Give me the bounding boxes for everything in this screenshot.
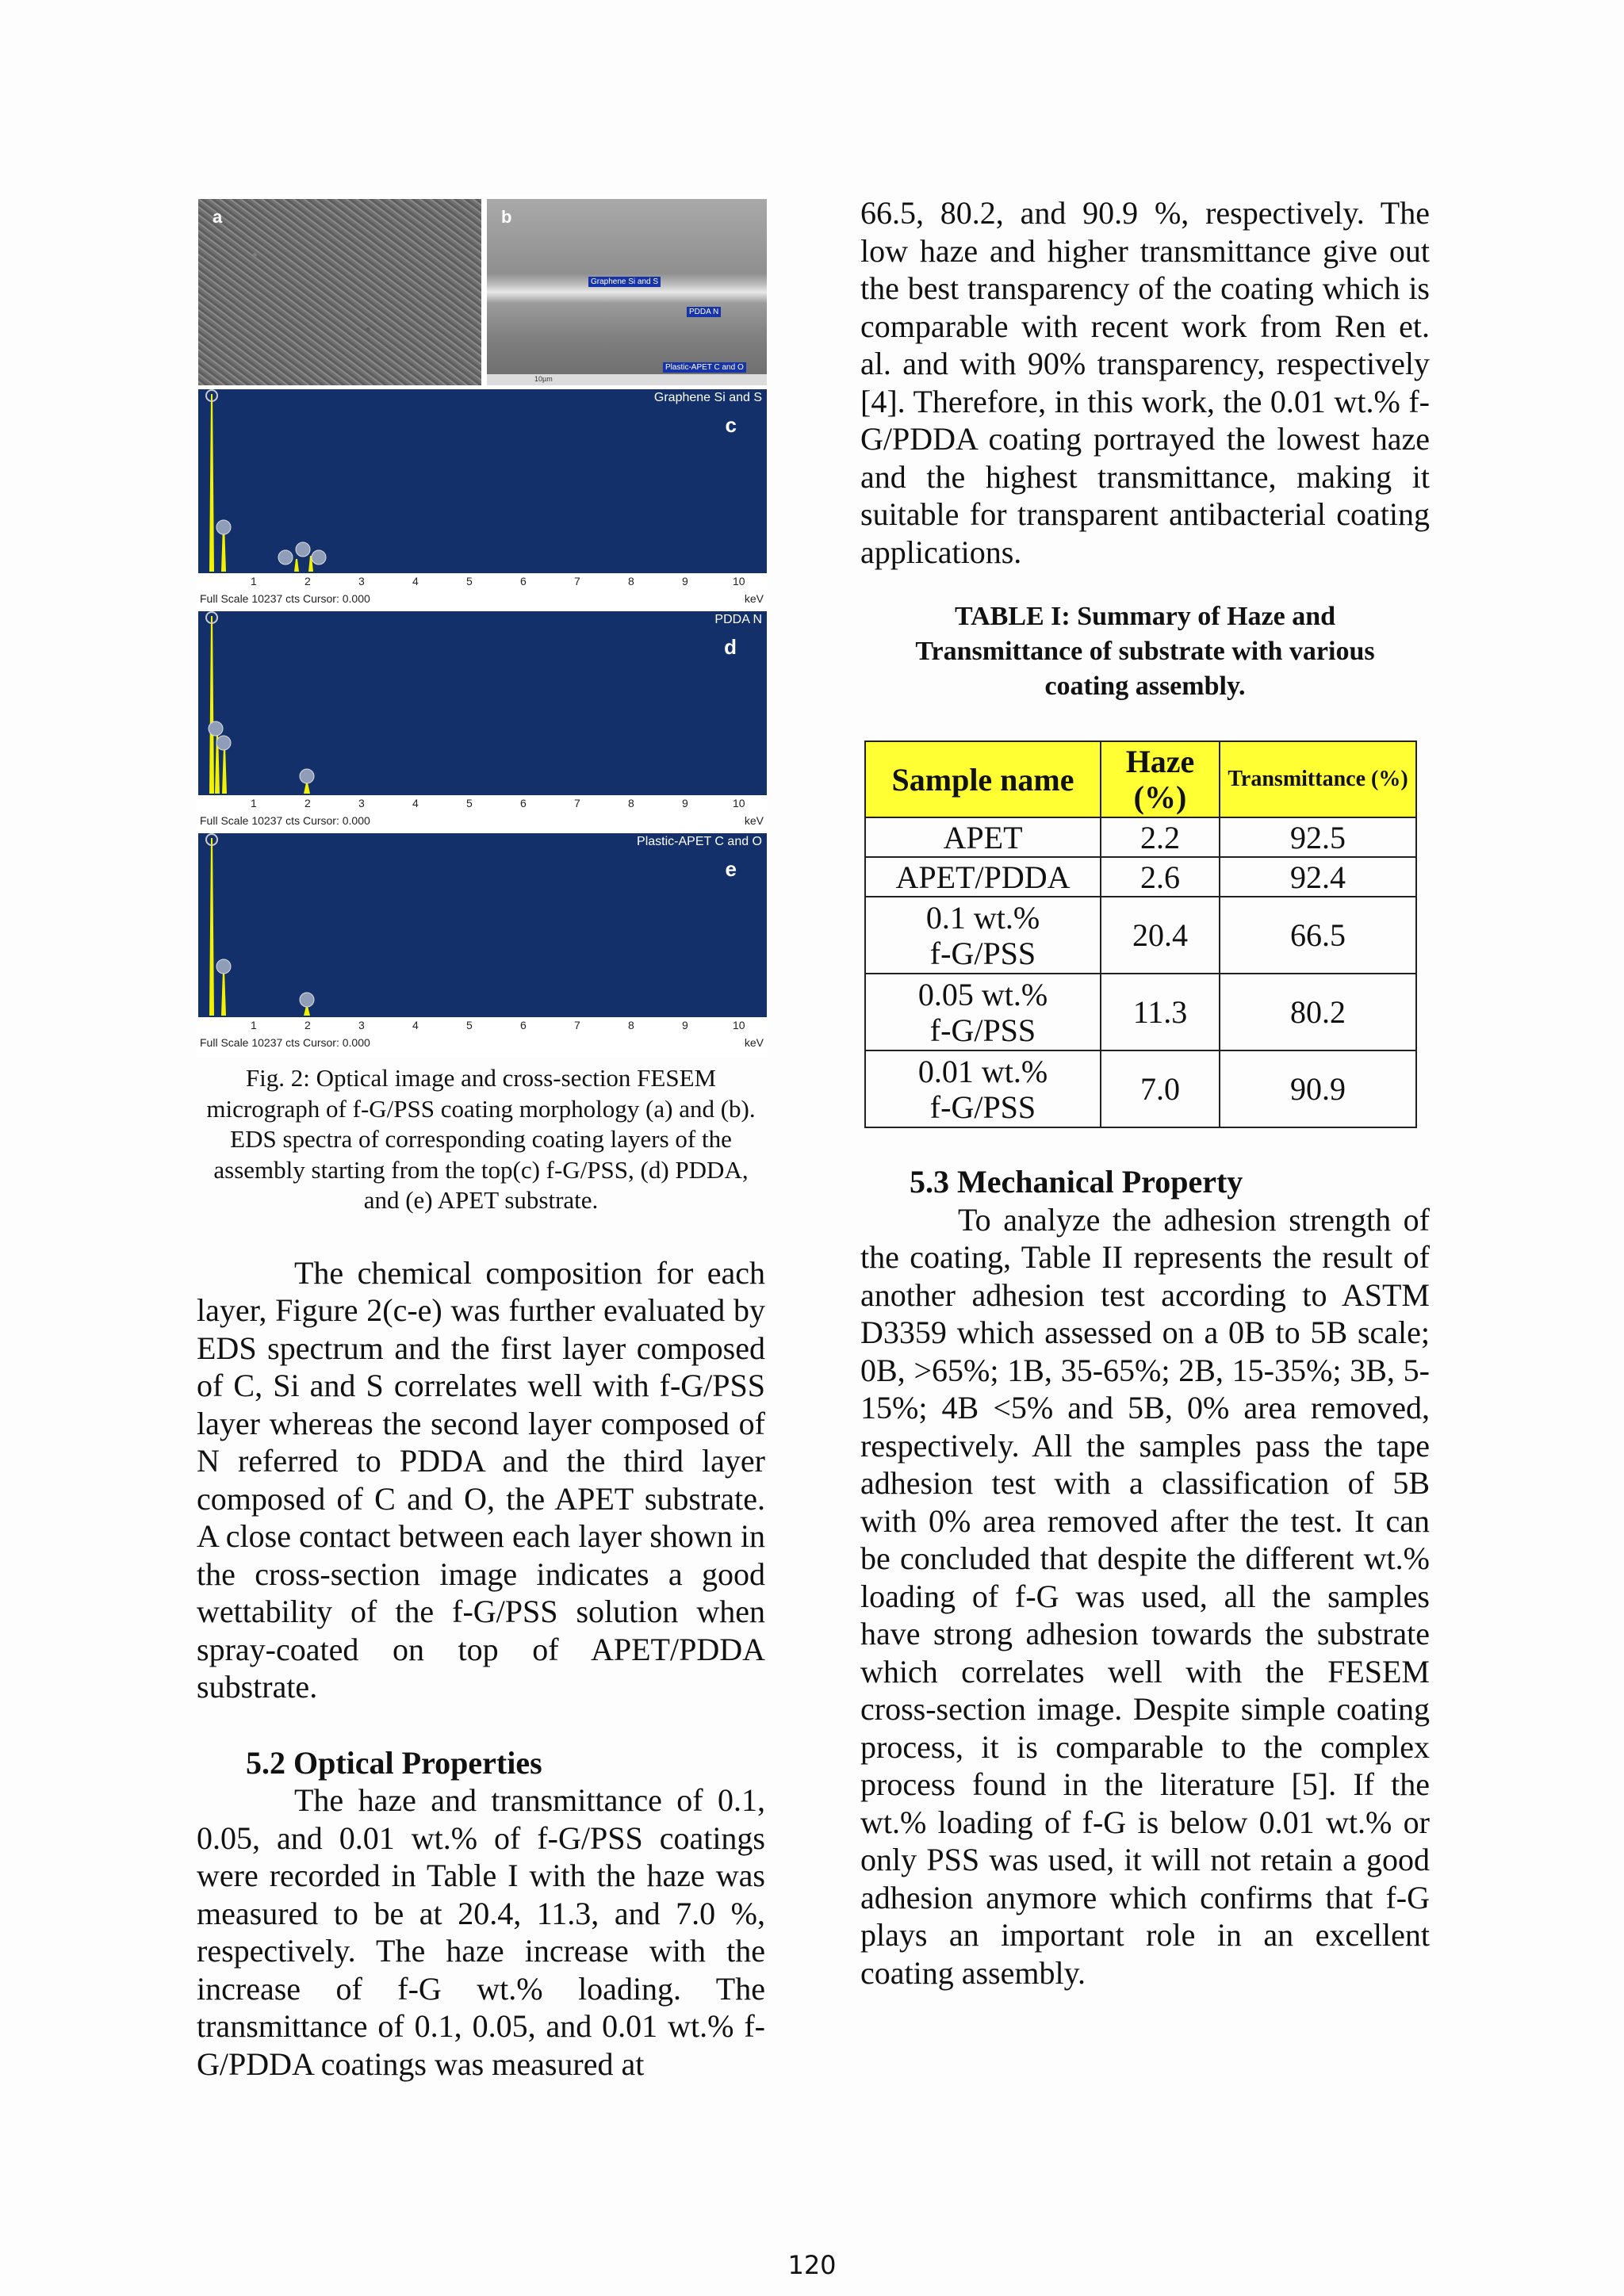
cell-transmittance: 92.5	[1220, 817, 1416, 857]
sem-tag-pdda: PDDA N	[687, 307, 721, 317]
eds-marker-c-s2	[312, 550, 326, 564]
eds-footer-c: Full Scale 10237 cts Cursor: 0.000	[200, 592, 370, 605]
eds-tick-c: 9	[682, 575, 688, 587]
table-row	[865, 857, 1416, 897]
cell-haze: 2.6	[1101, 857, 1220, 897]
eds-marker-c-o	[216, 520, 231, 534]
optical-image	[198, 199, 481, 385]
paragraph-chemical-composition: The chemical composition for each layer, Figure 2(c-e) was further evaluated by EDS spectrum and the first layer composed of C, Si and S correlates well with f-G/PSS layer whereas the second layer composed of N referred to PDDA and the third layer composed of C and O, the APET substrate. A close contact between each layer shown in the cross-section image indicates a good wettability of the f-G/PSS solution when spray-coated on top of APET/PDDA substrate.	[197, 1254, 765, 1705]
section-heading-optical: 5.2 Optical Properties	[246, 1744, 542, 1781]
table-row	[865, 897, 1416, 974]
eds-peak-e-c	[208, 838, 216, 1016]
eds-peak-d-s	[301, 783, 312, 794]
eds-tick-d: 5	[466, 797, 473, 809]
figure-caption: Fig. 2: Optical image and cross-section FESEM micrograph of f-G/PSS coating morphology (a) and (b). EDS spectra of corresponding coating layers of the assembly starting from the top(c) f-G/PSS, (d) PDDA, and (e) APET substrate.	[206, 1064, 756, 1214]
eds-tick-e: 3	[358, 1019, 365, 1031]
eds-spectrum-d	[198, 611, 767, 828]
table-row	[865, 1050, 1416, 1127]
eds-spectrum-e	[198, 833, 767, 1050]
cell-sample: 0.01 wt.% f-G/PSS	[865, 1050, 1101, 1127]
eds-tick-e: 10	[733, 1019, 745, 1031]
eds-tick-e: 4	[412, 1019, 419, 1031]
panel-label-b: b	[501, 207, 512, 227]
eds-peak-d-o	[220, 746, 228, 794]
eds-marker-c-si	[278, 550, 293, 564]
eds-footer-d: Full Scale 10237 cts Cursor: 0.000	[200, 814, 370, 827]
eds-letter-c: c	[725, 413, 737, 437]
eds-tick-c: 2	[304, 575, 311, 587]
paragraph-optical: The haze and transmittance of 0.1, 0.05, and 0.01 wt.% of f-G/PSS coatings were recorded in Table I with the haze was measured to be at 20.4, 11.3, and 7.0 %, respectively. The haze increase with the increase of f-G wt.% loading. The transmittance of 0.1, 0.05, and 0.01 wt.% f-G/PDDA coatings was measured at	[197, 1782, 765, 2082]
eds-letter-d: d	[724, 635, 737, 659]
eds-tick-c: 6	[520, 575, 527, 587]
cell-haze: 7.0	[1101, 1050, 1220, 1127]
eds-marker-d-s	[300, 769, 314, 783]
eds-unit-e: keV	[744, 1036, 764, 1049]
eds-letter-e: e	[725, 857, 737, 881]
eds-tick-d: 1	[251, 797, 257, 809]
figure-2	[197, 194, 768, 1057]
eds-tick-c: 3	[358, 575, 365, 587]
eds-ticks-d	[198, 797, 767, 811]
sem-scale-text: 10µm	[534, 375, 553, 383]
eds-plot-e	[198, 833, 767, 1017]
table-row	[865, 974, 1416, 1050]
eds-unit-c: keV	[744, 592, 764, 605]
eds-marker-e-o	[216, 959, 231, 974]
eds-tick-d: 2	[304, 797, 311, 809]
sem-tag-apet: Plastic-APET C and O	[663, 362, 746, 373]
right-column	[860, 194, 1430, 1992]
cell-transmittance: 90.9	[1220, 1050, 1416, 1127]
header-haze: Haze (%)	[1101, 741, 1220, 817]
cell-sample: 0.05 wt.% f-G/PSS	[865, 974, 1101, 1050]
eds-tick-e: 6	[520, 1019, 527, 1031]
eds-tick-d: 7	[574, 797, 580, 809]
cell-transmittance: 92.4	[1220, 857, 1416, 897]
eds-title-c: Graphene Si and S	[653, 391, 762, 404]
eds-peak-e-o	[220, 970, 228, 1016]
eds-marker-d-o	[216, 736, 231, 750]
eds-plot-d	[198, 611, 767, 795]
cell-sample: APET	[865, 817, 1101, 857]
eds-peak-c-si	[292, 559, 301, 572]
eds-axis-c	[198, 573, 767, 607]
eds-unit-d: keV	[744, 814, 764, 827]
paragraph-optical-continued: 66.5, 80.2, and 90.9 %, respectively. The low haze and higher transmittance give out the best transparency of the coating which is comparable with recent work from Ren et. al. and with 90% transparency, respectively [4]. Therefore, in this work, the 0.01 wt.% f-G/PDDA coating portrayed the lowest haze and the highest transmittance, making it suitable for transparent antibacterial coating applications.	[860, 195, 1430, 570]
eds-ticks-e	[198, 1019, 767, 1033]
eds-tick-c: 8	[628, 575, 634, 587]
fesem-cross-section-image	[487, 199, 767, 385]
eds-marker-d-n	[209, 721, 223, 736]
eds-footer-e: Full Scale 10237 cts Cursor: 0.000	[200, 1036, 370, 1049]
eds-plot-c	[198, 389, 767, 573]
eds-ticks-c	[198, 575, 767, 589]
eds-tick-c: 10	[733, 575, 745, 587]
cell-transmittance: 66.5	[1220, 897, 1416, 974]
eds-tick-c: 4	[412, 575, 419, 587]
cell-haze: 11.3	[1101, 974, 1220, 1050]
cell-sample: APET/PDDA	[865, 857, 1101, 897]
eds-axis-d	[198, 795, 767, 828]
eds-tick-e: 2	[304, 1019, 311, 1031]
eds-tick-e: 7	[574, 1019, 580, 1031]
eds-tick-c: 7	[574, 575, 580, 587]
cell-transmittance: 80.2	[1220, 974, 1416, 1050]
eds-tick-d: 9	[682, 797, 688, 809]
table-row	[865, 817, 1416, 857]
paragraph-mechanical: To analyze the adhesion strength of the coating, Table II represents the result of another adhesion test according to ASTM D3359 which assessed on a 0B to 5B scale; 0B, >65%; 1B, 35-65%; 2B, 15-35%; 3B, 5-15%; 4B <5% and 5B, 0% area removed, respectively. All the samples pass the tape adhesion test with a classification of 5B with 0% area removed after the test. It can be concluded that despite the different wt.% loading of f-G was used, all the samples have strong adhesion towards the substrate which correlates well with the FESEM cross-section image. Despite simple coating process, it is comparable to the complex process found in the literature [5]. If the wt.% loading of f-G is below 0.01 wt.% or only PSS was used, it will not retain a good adhesion anymore which confirms that f-G plays an important role in an excellent coating assembly.	[860, 1201, 1430, 1991]
eds-tick-d: 8	[628, 797, 634, 809]
header-transmittance: Transmittance (%)	[1220, 741, 1416, 817]
sem-tag-graphene: Graphene Si and S	[588, 277, 661, 287]
table-header-row	[865, 741, 1416, 817]
eds-title-d: PDDA N	[714, 613, 762, 626]
section-heading-mechanical: 5.3 Mechanical Property	[910, 1164, 1243, 1200]
eds-tick-e: 1	[251, 1019, 257, 1031]
eds-tick-d: 4	[412, 797, 419, 809]
eds-tick-d: 10	[733, 797, 745, 809]
cell-sample: 0.1 wt.% f-G/PSS	[865, 897, 1101, 974]
page-number: 120	[787, 2250, 837, 2280]
eds-tick-c: 5	[466, 575, 473, 587]
panel-label-a: a	[213, 207, 223, 227]
eds-spectrum-c	[198, 389, 767, 607]
eds-axis-e	[198, 1017, 767, 1050]
eds-tick-d: 6	[520, 797, 527, 809]
eds-tick-d: 3	[358, 797, 365, 809]
eds-tick-e: 5	[466, 1019, 473, 1031]
eds-title-e: Plastic-APET C and O	[637, 835, 762, 848]
eds-tick-e: 9	[682, 1019, 688, 1031]
eds-peak-e-s	[301, 1006, 312, 1016]
eds-tick-c: 1	[251, 575, 257, 587]
table-haze-transmittance	[864, 740, 1417, 1128]
eds-marker-c-s1	[296, 542, 310, 557]
eds-marker-e-s	[300, 993, 314, 1007]
eds-peak-d-c	[208, 616, 216, 794]
sem-scale-bar	[487, 374, 767, 385]
header-sample-name: Sample name	[865, 741, 1101, 817]
table-title: TABLE I: Summary of Haze and Transmittance of substrate with various coating assembly.	[915, 602, 1375, 701]
cell-haze: 2.2	[1101, 817, 1220, 857]
eds-tick-e: 8	[628, 1019, 634, 1031]
cell-haze: 20.4	[1101, 897, 1220, 974]
eds-peak-c-c	[208, 394, 216, 572]
left-column	[197, 194, 765, 2083]
